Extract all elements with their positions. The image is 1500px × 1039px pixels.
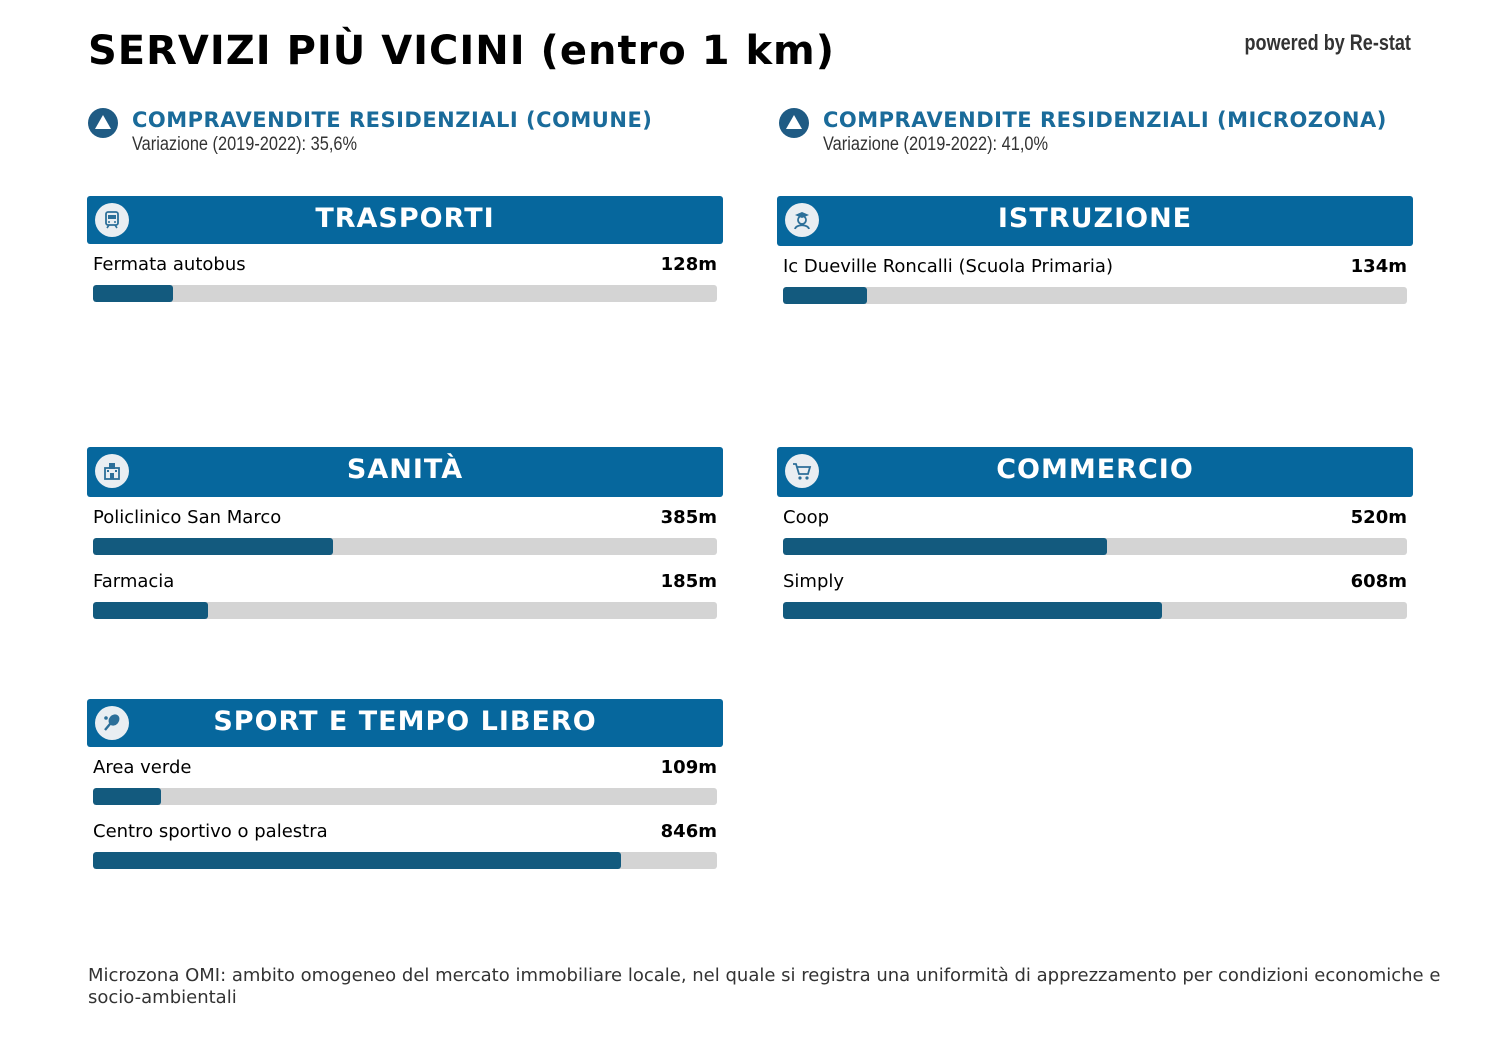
section-header bbox=[777, 447, 1413, 497]
distance-bar-fill bbox=[93, 285, 173, 302]
distance-bar-fill bbox=[93, 602, 208, 619]
service-distance: 109m bbox=[660, 757, 717, 778]
service-distance: 385m bbox=[660, 507, 717, 528]
page-title: SERVIZI PIÙ VICINI (entro 1 km) bbox=[88, 28, 836, 74]
distance-bar-track bbox=[783, 602, 1407, 619]
service-item bbox=[783, 561, 1407, 625]
item-list bbox=[87, 244, 723, 308]
section-title: SANITÀ bbox=[346, 454, 464, 485]
distance-bar-track bbox=[93, 285, 717, 302]
distance-bar-track bbox=[783, 538, 1407, 555]
distance-bar-fill bbox=[783, 287, 867, 304]
service-item bbox=[93, 747, 717, 811]
section-title: ISTRUZIONE bbox=[997, 203, 1193, 234]
service-distance: 134m bbox=[1350, 256, 1407, 277]
distance-bar-fill bbox=[93, 788, 161, 805]
distance-bar-fill bbox=[783, 602, 1162, 619]
stat-subtitle: Variazione (2019-2022): 35,6% bbox=[132, 134, 357, 155]
distance-bar-track bbox=[93, 538, 717, 555]
footnote: Microzona OMI: ambito omogeneo del mercato immobiliare locale, nel quale si registra una uniformità di apprezzamento per condizioni economiche e socio-ambientali bbox=[88, 965, 1441, 1008]
section-commercio bbox=[777, 447, 1413, 625]
service-item bbox=[93, 811, 717, 875]
service-distance: 128m bbox=[660, 254, 717, 275]
section-header bbox=[87, 196, 723, 244]
service-distance: 846m bbox=[660, 821, 717, 842]
distance-bar-track bbox=[93, 852, 717, 869]
stat-subtitle: Variazione (2019-2022): 41,0% bbox=[823, 134, 1048, 155]
service-name: Centro sportivo o palestra bbox=[93, 821, 328, 842]
powered-by-logo: powered by Re-stat bbox=[1244, 30, 1411, 55]
service-name: Policlinico San Marco bbox=[93, 507, 282, 528]
service-item bbox=[783, 497, 1407, 561]
section-header bbox=[87, 699, 723, 747]
service-distance: 520m bbox=[1350, 507, 1407, 528]
distance-bar-track bbox=[783, 287, 1407, 304]
stat-title: COMPRAVENDITE RESIDENZIALI (COMUNE) bbox=[132, 108, 653, 132]
service-item bbox=[93, 561, 717, 625]
section-sport bbox=[87, 699, 723, 875]
service-name: Fermata autobus bbox=[93, 254, 246, 275]
section-sanita bbox=[87, 447, 723, 625]
service-name: Farmacia bbox=[93, 571, 175, 592]
section-title: TRASPORTI bbox=[315, 203, 495, 234]
distance-bar-track bbox=[93, 602, 717, 619]
service-distance: 185m bbox=[660, 571, 717, 592]
section-title: COMMERCIO bbox=[996, 454, 1194, 485]
distance-bar-fill bbox=[93, 538, 333, 555]
section-trasporti bbox=[87, 196, 723, 308]
section-header bbox=[87, 447, 723, 497]
service-distance: 608m bbox=[1350, 571, 1407, 592]
item-list bbox=[777, 246, 1413, 310]
service-item bbox=[93, 244, 717, 308]
section-istruzione bbox=[777, 196, 1413, 310]
service-item bbox=[783, 246, 1407, 310]
triangle-up-icon bbox=[779, 108, 809, 138]
section-title: SPORT E TEMPO LIBERO bbox=[213, 706, 597, 737]
distance-bar-fill bbox=[783, 538, 1107, 555]
service-name: Ic Dueville Roncalli (Scuola Primaria) bbox=[783, 256, 1113, 277]
service-name: Coop bbox=[783, 507, 830, 528]
item-list bbox=[87, 497, 723, 625]
service-item bbox=[93, 497, 717, 561]
stat-title: COMPRAVENDITE RESIDENZIALI (MICROZONA) bbox=[823, 108, 1387, 132]
distance-bar-fill bbox=[93, 852, 621, 869]
distance-bar-track bbox=[93, 788, 717, 805]
item-list bbox=[777, 497, 1413, 625]
section-header bbox=[777, 196, 1413, 246]
service-name: Simply bbox=[783, 571, 845, 592]
service-name: Area verde bbox=[93, 757, 192, 778]
item-list bbox=[87, 747, 723, 875]
triangle-up-icon bbox=[88, 108, 118, 138]
